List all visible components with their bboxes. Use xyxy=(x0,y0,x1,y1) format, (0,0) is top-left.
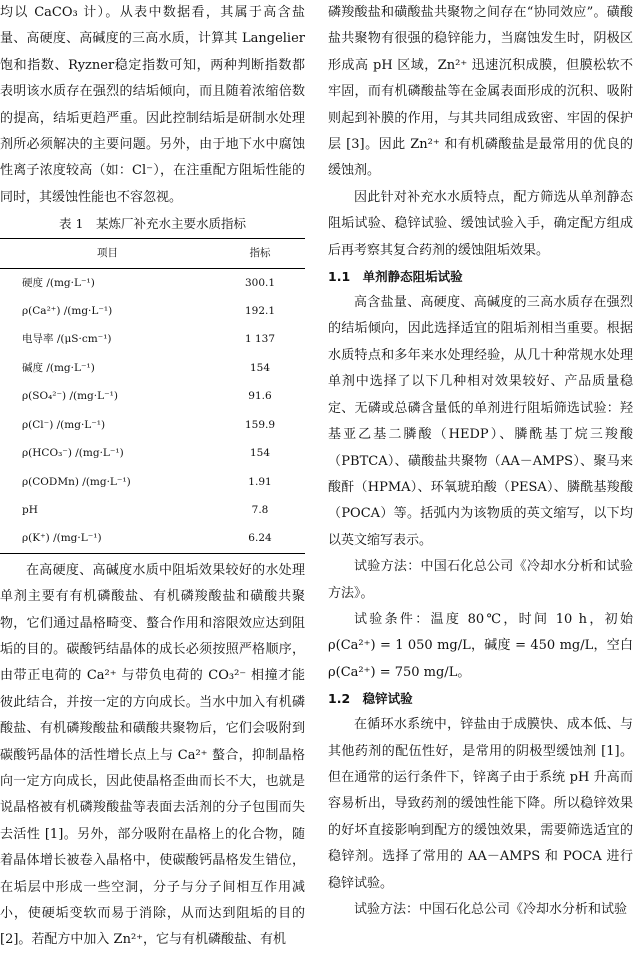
table-row xyxy=(0,297,305,325)
table-row xyxy=(0,411,305,439)
section-heading-1-1: 1.1 单剂静态阻垢试验 xyxy=(328,269,463,285)
row-item: 电导率 /(μS·cm⁻¹) xyxy=(22,333,112,346)
row-value: 159.9 xyxy=(244,418,276,431)
test-method-paragraph: 试验方法：中国石化总公司《冷却水分析和试验方法》。 xyxy=(328,559,633,601)
row-item: ρ(Ca²⁺) /(mg·L⁻¹) xyxy=(22,305,113,318)
row-value: 1 137 xyxy=(244,333,276,346)
intro-paragraph: 均以 CaCO₃ 计）。从表中数据看，其属于高含盐量、高硬度、高碱度的三高水质，计算其 Langelier饱和指数、Ryzner稳定指数可知，两种判断指数都表明该水质存在强烈的结垢倾向，而且随着浓缩倍数的提高，结垢更趋严重。因此控制结垢是研制水处理剂所必须解决的主要问题。另外，由于地下水中腐蚀性离子浓度较高（如：Cl⁻），在注重配方阻垢性能的同时，其缓蚀性能也不容忽视。 xyxy=(0,5,305,205)
row-item: ρ(K⁺) /(mg·L⁻¹) xyxy=(0,524,215,553)
header-item: 项目 xyxy=(0,239,215,268)
row-value: 154 xyxy=(249,447,271,460)
table-row xyxy=(0,268,305,297)
row-value: 6.24 xyxy=(215,524,305,553)
header-value: 指标 xyxy=(215,239,305,268)
table-row xyxy=(0,468,305,496)
row-item: 碱度 /(mg·L⁻¹) xyxy=(22,361,95,374)
right-column xyxy=(328,0,633,923)
row-value: 154 xyxy=(249,361,271,374)
row-item: ρ(Cl⁻) /(mg·L⁻¹) xyxy=(22,418,106,431)
table-caption: 表 1 某炼厂补充水主要水质指标 xyxy=(59,216,246,232)
table-row xyxy=(0,325,305,353)
table-row xyxy=(0,496,305,524)
row-value: 7.8 xyxy=(251,503,269,516)
screening-paragraph: 因此针对补充水水质特点，配方筛选从单剂静态阻垢试验、稳锌试验、缓蚀试验入手，确定配方组成后再考察其复合药剂的缓蚀阻垢效果。 xyxy=(328,189,633,258)
test-conditions-paragraph: 试验条件：温度 80℃，时间 10 h，初始 ρ(Ca²⁺) = 1 050 mg/L，碱度 = 450 mg/L，空白 ρ(Ca²⁺) = 750 mg/L。 xyxy=(328,611,633,680)
row-value: 91.6 xyxy=(248,390,272,403)
table-row xyxy=(0,524,305,553)
row-value: 1.91 xyxy=(248,475,272,488)
row-value: 192.1 xyxy=(244,305,276,318)
row-value: 300.1 xyxy=(244,276,276,289)
row-item: 硬度 /(mg·L⁻¹) xyxy=(22,276,95,289)
table-header-row xyxy=(0,239,305,268)
section-heading-1-2: 1.2 稳锌试验 xyxy=(328,691,413,707)
table-row xyxy=(0,354,305,382)
left-column xyxy=(0,0,305,954)
row-item: ρ(SO₄²⁻) /(mg·L⁻¹) xyxy=(22,390,118,403)
zinc-stabilization-paragraph: 在循环水系统中，锌盐由于成膜快、成本低、与其他药剂的配伍性好，是常用的阴极型缓蚀剂 [1]。但在通常的运行条件下，锌离子由于系统 pH 升高而容易析出，导致药剂的缓蚀性能下降。所以稳锌效果的好坏直接影响到配方的缓蚀效果，需要筛选适宜的稳锌剂。选择了常用的 AA－AMPS 和 POCA 进行稳锌试验。 xyxy=(328,717,633,891)
test-method-paragraph-2: 试验方法：中国石化总公司《冷却水分析和试验 xyxy=(354,902,628,917)
table-row xyxy=(0,439,305,467)
row-item: pH xyxy=(22,503,38,516)
scale-inhibition-paragraph: 在高硬度、高碱度水质中阻垢效果较好的水处理单剂主要有有机磷酸盐、有机磷羧酸盐和磺酸共聚物，它们通过晶格畸变、螯合作用和溶限效应达到阻垢的目的。碳酸钙结晶体的成长必须按照严格顺序，由带正电荷的 Ca²⁺ 与带负电荷的 CO₃²⁻ 相撞才能彼此结合，并按一定的方向成长。当水中加入有机磷酸盐、有机磷羧酸盐和磺酸共聚物后，它们会吸附到碳酸钙晶体的活性增长点上与 Ca²⁺ 螯合，抑制晶格向一定方向成长，因此使晶格歪曲而长不大，也就是说晶格被有机磷羧酸盐等表面去活剂的分子包围而失去活性 [1]。另外，部分吸附在晶格上的化合物，随着晶体增长被卷入晶格中，使碳酸钙晶格发生错位，在垢层中形成一些空洞，分子与分子间相互作用减小，使硬垢变软而易于消除，从而达到阻垢的目的 [2]。若配方中加入 Zn²⁺，它与有机磷酸盐、有机 xyxy=(0,562,305,948)
table-row xyxy=(0,382,305,410)
single-agent-paragraph: 高含盐量、高硬度、高碱度的三高水质存在强烈的结垢倾向，因此选择适宜的阻垢剂相当重要。根据水质特点和多年来水处理经验，从几十种常规水处理单剂中选择了以下几种相对效果较好、产品质量稳定、无磷或总磷含量低的单剂进行阻垢筛选试验：羟基亚乙基二膦酸（HEDP）、膦酰基丁烷三羧酸（PBTCA）、磺酸盐共聚物（AA－AMPS）、聚马来酸酐（HPMA）、环氧琥珀酸（PESA）、膦酰基羧酸（POCA）等。括弧内为该物质的英文缩写，以下均以英文缩写表示。 xyxy=(328,295,633,548)
synergy-paragraph: 磷羧酸盐和磺酸盐共聚物之间存在“协同效应”。磺酸盐共聚物有很强的稳锌能力，当腐蚀发生时，阴极区形成高 pH 区域，Zn²⁺ 迅速沉积成膜，但膜松软不牢固，而有机磷酸盐等在金属表面形成的沉积、吸附则起到补膜的作用，与其共同组成致密、牢固的保护层 [3]。因此 Zn²⁺ 和有机磷酸盐是最常用的优良的缓蚀剂。 xyxy=(328,5,633,179)
row-item: ρ(HCO₃⁻) /(mg·L⁻¹) xyxy=(22,447,124,460)
water-quality-table xyxy=(0,238,305,553)
row-item: ρ(CODMn) /(mg·L⁻¹) xyxy=(22,475,131,488)
